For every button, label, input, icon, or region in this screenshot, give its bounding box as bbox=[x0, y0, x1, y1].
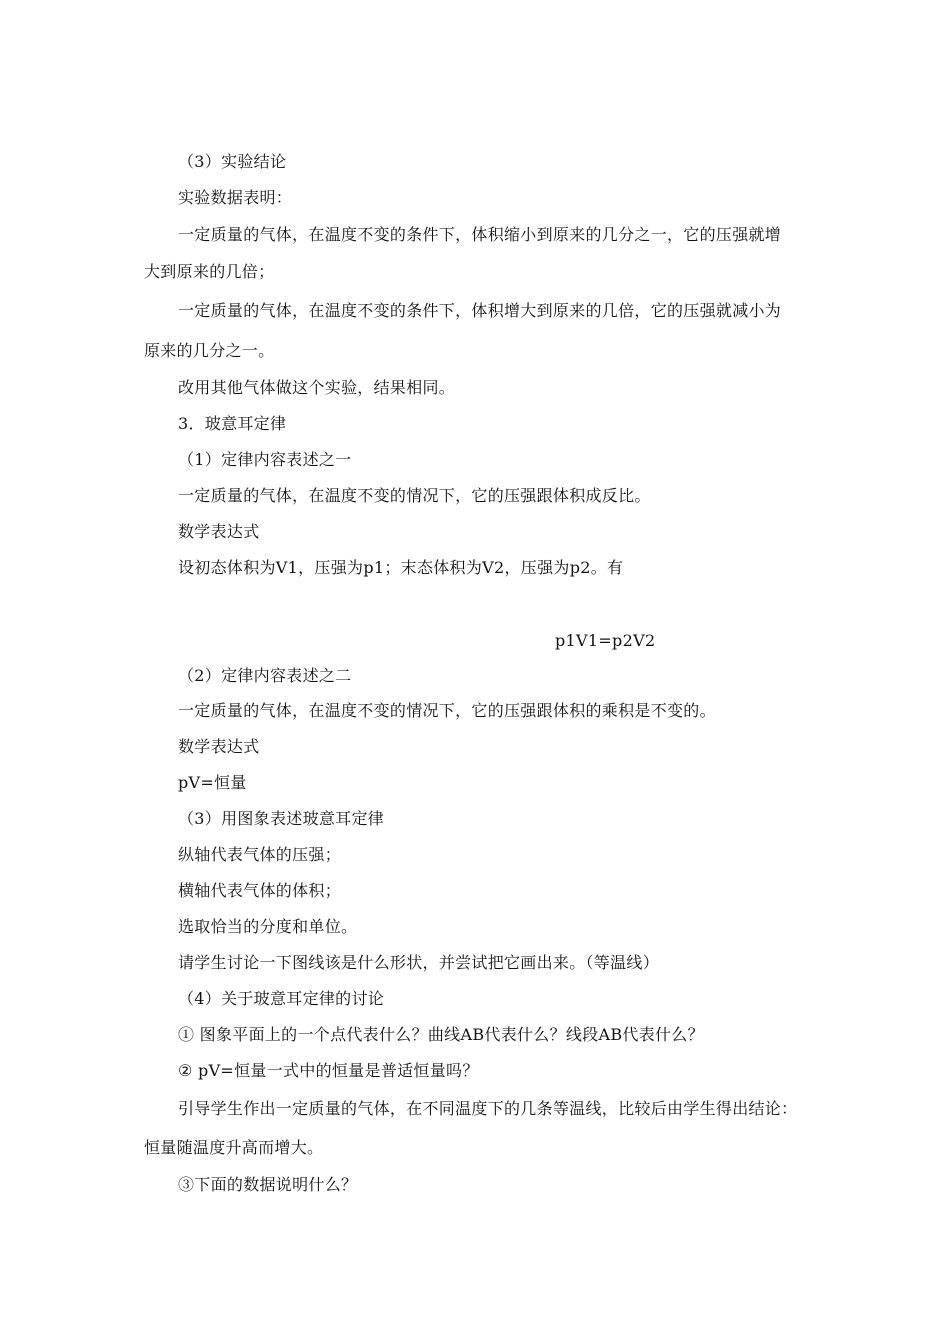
question-item-3: ③下面的数据说明什么？ bbox=[178, 1175, 358, 1194]
subsection-heading-discussion: （4）关于玻意耳定律的讨论 bbox=[178, 989, 385, 1008]
paragraph-line: 原来的几分之一。 bbox=[144, 341, 275, 360]
paragraph-line: 设初态体积为V1，压强为p1；末态体积为V2，压强为p2。有 bbox=[178, 558, 624, 577]
paragraph-line: 一定质量的气体，在温度不变的情况下，它的压强跟体积的乘积是不变的。 bbox=[178, 701, 716, 720]
paragraph-line: 实验数据表明： bbox=[178, 188, 293, 207]
paragraph-line: 数学表达式 bbox=[178, 737, 260, 756]
paragraph-line: 纵轴代表气体的压强； bbox=[178, 845, 342, 864]
paragraph-line: 数学表达式 bbox=[178, 522, 260, 541]
section-heading-boyle-law: 3．玻意耳定律 bbox=[178, 414, 287, 433]
equation-pv-constant: pV=恒量 bbox=[178, 773, 247, 792]
subsection-heading-statement-one: （1）定律内容表述之一 bbox=[178, 450, 352, 469]
subsection-heading-graph: （3）用图象表述玻意耳定律 bbox=[178, 809, 385, 828]
paragraph-line: 改用其他气体做这个实验，结果相同。 bbox=[178, 378, 456, 397]
paragraph-line: 恒量随温度升高而增大。 bbox=[144, 1138, 324, 1157]
question-item-2: ② pV=恒量一式中的恒量是普适恒量吗？ bbox=[178, 1061, 479, 1080]
subsection-heading-statement-two: （2）定律内容表述之二 bbox=[178, 666, 352, 685]
subsection-heading-conclusion: （3）实验结论 bbox=[178, 152, 287, 171]
paragraph-line: 一定质量的气体，在温度不变的条件下，体积缩小到原来的几分之一，它的压强就增 bbox=[178, 225, 782, 244]
paragraph-line: 一定质量的气体，在温度不变的情况下，它的压强跟体积成反比。 bbox=[178, 486, 651, 505]
equation-p1v1-p2v2: p1V1=p2V2 bbox=[555, 631, 656, 650]
paragraph-line: 大到原来的几倍； bbox=[144, 262, 275, 281]
paragraph-line: 横轴代表气体的体积； bbox=[178, 881, 342, 900]
question-item-1: ① 图象平面上的一个点代表什么？曲线AB代表什么？线段AB代表什么？ bbox=[178, 1025, 704, 1044]
paragraph-line: 选取恰当的分度和单位。 bbox=[178, 917, 358, 936]
paragraph-line: 一定质量的气体，在温度不变的条件下，体积增大到原来的几倍，它的压强就减小为 bbox=[178, 301, 782, 320]
paragraph-line: 引导学生作出一定质量的气体，在不同温度下的几条等温线，比较后由学生得出结论： bbox=[178, 1099, 798, 1118]
paragraph-line: 请学生讨论一下图线该是什么形状，并尝试把它画出来。（等温线） bbox=[178, 953, 660, 972]
